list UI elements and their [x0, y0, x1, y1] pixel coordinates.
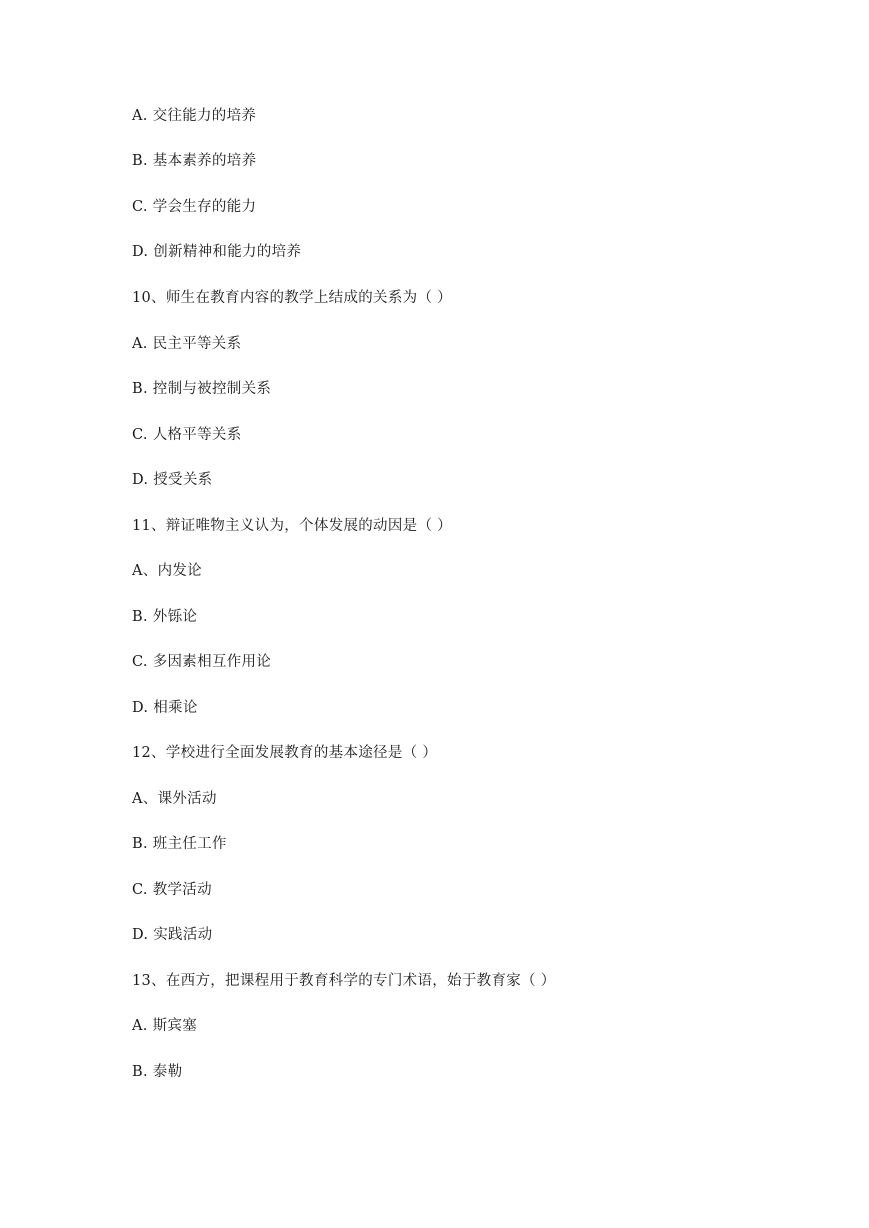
- option-c-q9: C. 学会生存的能力: [132, 199, 257, 215]
- option-b-q12: B. 班主任工作: [132, 836, 227, 852]
- option-b-q11: B. 外铄论: [132, 609, 198, 625]
- option-a-q10: A. 民主平等关系: [132, 336, 242, 352]
- question-12: 12、学校进行全面发展教育的基本途径是（ ）: [132, 745, 438, 761]
- question-13: 13、在西方，把课程用于教育科学的专门术语，始于教育家（ ）: [132, 973, 556, 989]
- option-c-q12: C. 教学活动: [132, 882, 212, 898]
- option-d-q9: D. 创新精神和能力的培养: [132, 244, 302, 260]
- option-a-q12: A、课外活动: [132, 791, 217, 807]
- option-c-q11: C. 多因素相互作用论: [132, 654, 272, 670]
- question-11: 11、辩证唯物主义认为，个体发展的动因是（ ）: [132, 518, 452, 534]
- option-b-q10: B. 控制与被控制关系: [132, 381, 272, 397]
- option-b-q13: B. 泰勒: [132, 1064, 183, 1080]
- option-c-q10: C. 人格平等关系: [132, 427, 242, 443]
- option-b-q9: B. 基本素养的培养: [132, 153, 257, 169]
- option-d-q12: D. 实践活动: [132, 927, 213, 943]
- option-d-q11: D. 相乘论: [132, 700, 198, 716]
- option-a-q11: A、内发论: [132, 563, 202, 579]
- option-a-q13: A. 斯宾塞: [132, 1018, 197, 1034]
- option-a-q9: A. 交往能力的培养: [132, 108, 257, 124]
- option-d-q10: D. 授受关系: [132, 472, 213, 488]
- question-10: 10、师生在教育内容的教学上结成的关系为（ ）: [132, 290, 452, 306]
